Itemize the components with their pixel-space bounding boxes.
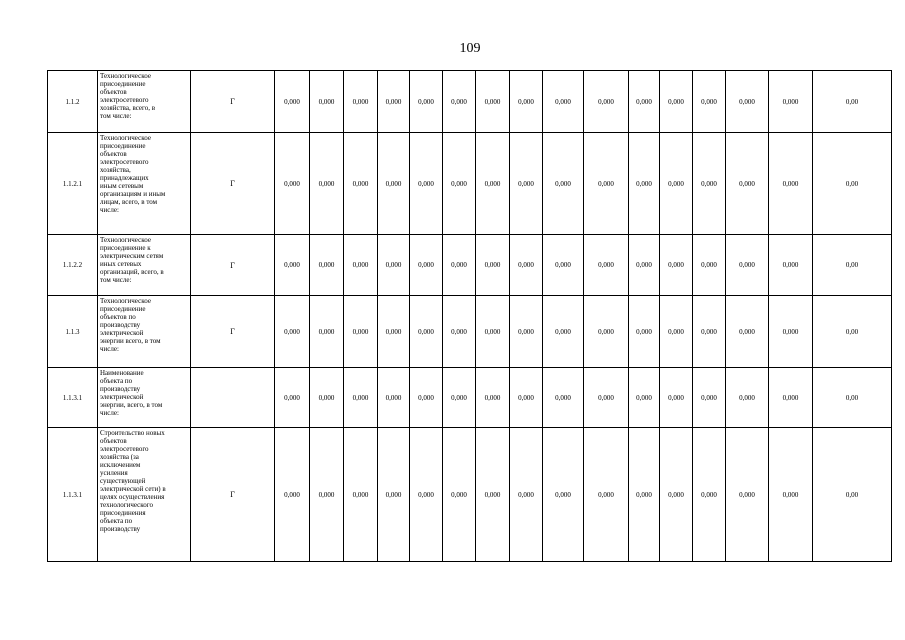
value-cell: 0,000 (275, 296, 310, 368)
value-cell: 0,000 (660, 428, 693, 562)
value-cell: 0,000 (629, 71, 660, 133)
table-row (48, 235, 892, 296)
value-cell: 0,000 (378, 133, 410, 235)
row-mark: Г (191, 235, 275, 296)
value-cell: 0,000 (410, 368, 443, 428)
value-cell: 0,000 (510, 133, 543, 235)
value-cell: 0,000 (726, 296, 769, 368)
value-cell: 0,000 (769, 71, 813, 133)
value-cell: 0,000 (476, 71, 510, 133)
value-cell: 0,000 (629, 296, 660, 368)
value-cell: 0,000 (726, 71, 769, 133)
value-cell: 0,000 (510, 368, 543, 428)
table-row (48, 296, 892, 368)
value-cell: 0,000 (543, 368, 584, 428)
value-cell: 0,000 (476, 296, 510, 368)
row-description: Наименование объекта по производству электрической энергии, всего, в том числе: (98, 368, 191, 428)
value-cell: 0,000 (584, 368, 629, 428)
value-cell: 0,000 (310, 71, 344, 133)
value-cell: 0,000 (344, 428, 378, 562)
value-cell: 0,000 (693, 296, 726, 368)
row-code: 1.1.2.2 (48, 235, 98, 296)
value-cell: 0,000 (629, 428, 660, 562)
row-description: Технологическое присоединение объектов электросетевого хозяйства, всего, в том числе: (98, 71, 191, 133)
value-cell: 0,000 (510, 296, 543, 368)
value-cell: 0,00 (813, 71, 892, 133)
value-cell: 0,000 (378, 71, 410, 133)
value-cell: 0,00 (813, 133, 892, 235)
value-cell: 0,000 (693, 133, 726, 235)
value-cell: 0,000 (410, 428, 443, 562)
value-cell: 0,000 (629, 368, 660, 428)
row-description: Технологическое присоединение к электрическим сетям иных сетевых организаций, всего, в том числе: (98, 235, 191, 296)
value-cell: 0,000 (726, 428, 769, 562)
row-code: 1.1.2 (48, 71, 98, 133)
value-cell: 0,00 (813, 368, 892, 428)
row-mark: Г (191, 133, 275, 235)
value-cell: 0,000 (378, 428, 410, 562)
value-cell: 0,000 (310, 133, 344, 235)
value-cell: 0,000 (443, 71, 476, 133)
row-mark: Г (191, 428, 275, 562)
value-cell: 0,00 (813, 235, 892, 296)
value-cell: 0,000 (543, 235, 584, 296)
value-cell: 0,000 (726, 368, 769, 428)
value-cell: 0,000 (410, 71, 443, 133)
row-code: 1.1.3.1 (48, 428, 98, 562)
row-mark (191, 368, 275, 428)
value-cell: 0,000 (443, 368, 476, 428)
value-cell: 0,000 (310, 296, 344, 368)
value-cell: 0,000 (443, 428, 476, 562)
data-table (47, 70, 892, 562)
row-code: 1.1.3.1 (48, 368, 98, 428)
value-cell: 0,000 (543, 133, 584, 235)
value-cell: 0,00 (813, 296, 892, 368)
table-row (48, 428, 892, 562)
value-cell: 0,000 (769, 368, 813, 428)
value-cell: 0,000 (310, 235, 344, 296)
value-cell: 0,000 (378, 235, 410, 296)
value-cell: 0,000 (629, 133, 660, 235)
value-cell: 0,000 (726, 235, 769, 296)
value-cell: 0,00 (813, 428, 892, 562)
value-cell: 0,000 (660, 368, 693, 428)
value-cell: 0,000 (693, 235, 726, 296)
value-cell: 0,000 (310, 428, 344, 562)
value-cell: 0,000 (344, 296, 378, 368)
value-cell: 0,000 (410, 133, 443, 235)
value-cell: 0,000 (476, 428, 510, 562)
row-code: 1.1.3 (48, 296, 98, 368)
value-cell: 0,000 (660, 133, 693, 235)
value-cell: 0,000 (693, 428, 726, 562)
row-description: Технологическое присоединение объектов по производству электрической энергии всего, в том числе: (98, 296, 191, 368)
value-cell: 0,000 (344, 368, 378, 428)
value-cell: 0,000 (275, 133, 310, 235)
row-description: Технологическое присоединение объектов электросетевого хозяйства, принадлежащих иным сетевым организациям и иным лицам, всего, в том числе: (98, 133, 191, 235)
value-cell: 0,000 (584, 133, 629, 235)
value-cell: 0,000 (769, 133, 813, 235)
value-cell: 0,000 (476, 133, 510, 235)
value-cell: 0,000 (510, 235, 543, 296)
value-cell: 0,000 (769, 296, 813, 368)
value-cell: 0,000 (629, 235, 660, 296)
value-cell: 0,000 (543, 71, 584, 133)
value-cell: 0,000 (275, 235, 310, 296)
value-cell: 0,000 (510, 71, 543, 133)
row-description: Строительство новых объектов электросетевого хозяйства (за исключением усиления существующей электрической сети) в целях осуществления технологического присоединения объекта по производству (98, 428, 191, 562)
value-cell: 0,000 (584, 428, 629, 562)
row-mark: Г (191, 296, 275, 368)
value-cell: 0,000 (476, 368, 510, 428)
value-cell: 0,000 (443, 235, 476, 296)
value-cell: 0,000 (584, 71, 629, 133)
value-cell: 0,000 (410, 235, 443, 296)
value-cell: 0,000 (660, 296, 693, 368)
value-cell: 0,000 (543, 296, 584, 368)
value-cell: 0,000 (476, 235, 510, 296)
value-cell: 0,000 (660, 71, 693, 133)
value-cell: 0,000 (510, 428, 543, 562)
page-number: 109 (459, 41, 481, 56)
value-cell: 0,000 (443, 296, 476, 368)
value-cell: 0,000 (443, 133, 476, 235)
value-cell: 0,000 (410, 296, 443, 368)
value-cell: 0,000 (310, 368, 344, 428)
value-cell: 0,000 (693, 368, 726, 428)
value-cell: 0,000 (584, 296, 629, 368)
table-row (48, 71, 892, 133)
value-cell: 0,000 (275, 368, 310, 428)
row-mark: Г (191, 71, 275, 133)
value-cell: 0,000 (275, 71, 310, 133)
value-cell: 0,000 (660, 235, 693, 296)
table-row (48, 368, 892, 428)
table-row (48, 133, 892, 235)
row-code: 1.1.2.1 (48, 133, 98, 235)
value-cell: 0,000 (769, 428, 813, 562)
value-cell: 0,000 (344, 71, 378, 133)
value-cell: 0,000 (584, 235, 629, 296)
value-cell: 0,000 (344, 235, 378, 296)
value-cell: 0,000 (344, 133, 378, 235)
value-cell: 0,000 (543, 428, 584, 562)
value-cell: 0,000 (726, 133, 769, 235)
value-cell: 0,000 (378, 296, 410, 368)
value-cell: 0,000 (769, 235, 813, 296)
value-cell: 0,000 (693, 71, 726, 133)
value-cell: 0,000 (275, 428, 310, 562)
value-cell: 0,000 (378, 368, 410, 428)
